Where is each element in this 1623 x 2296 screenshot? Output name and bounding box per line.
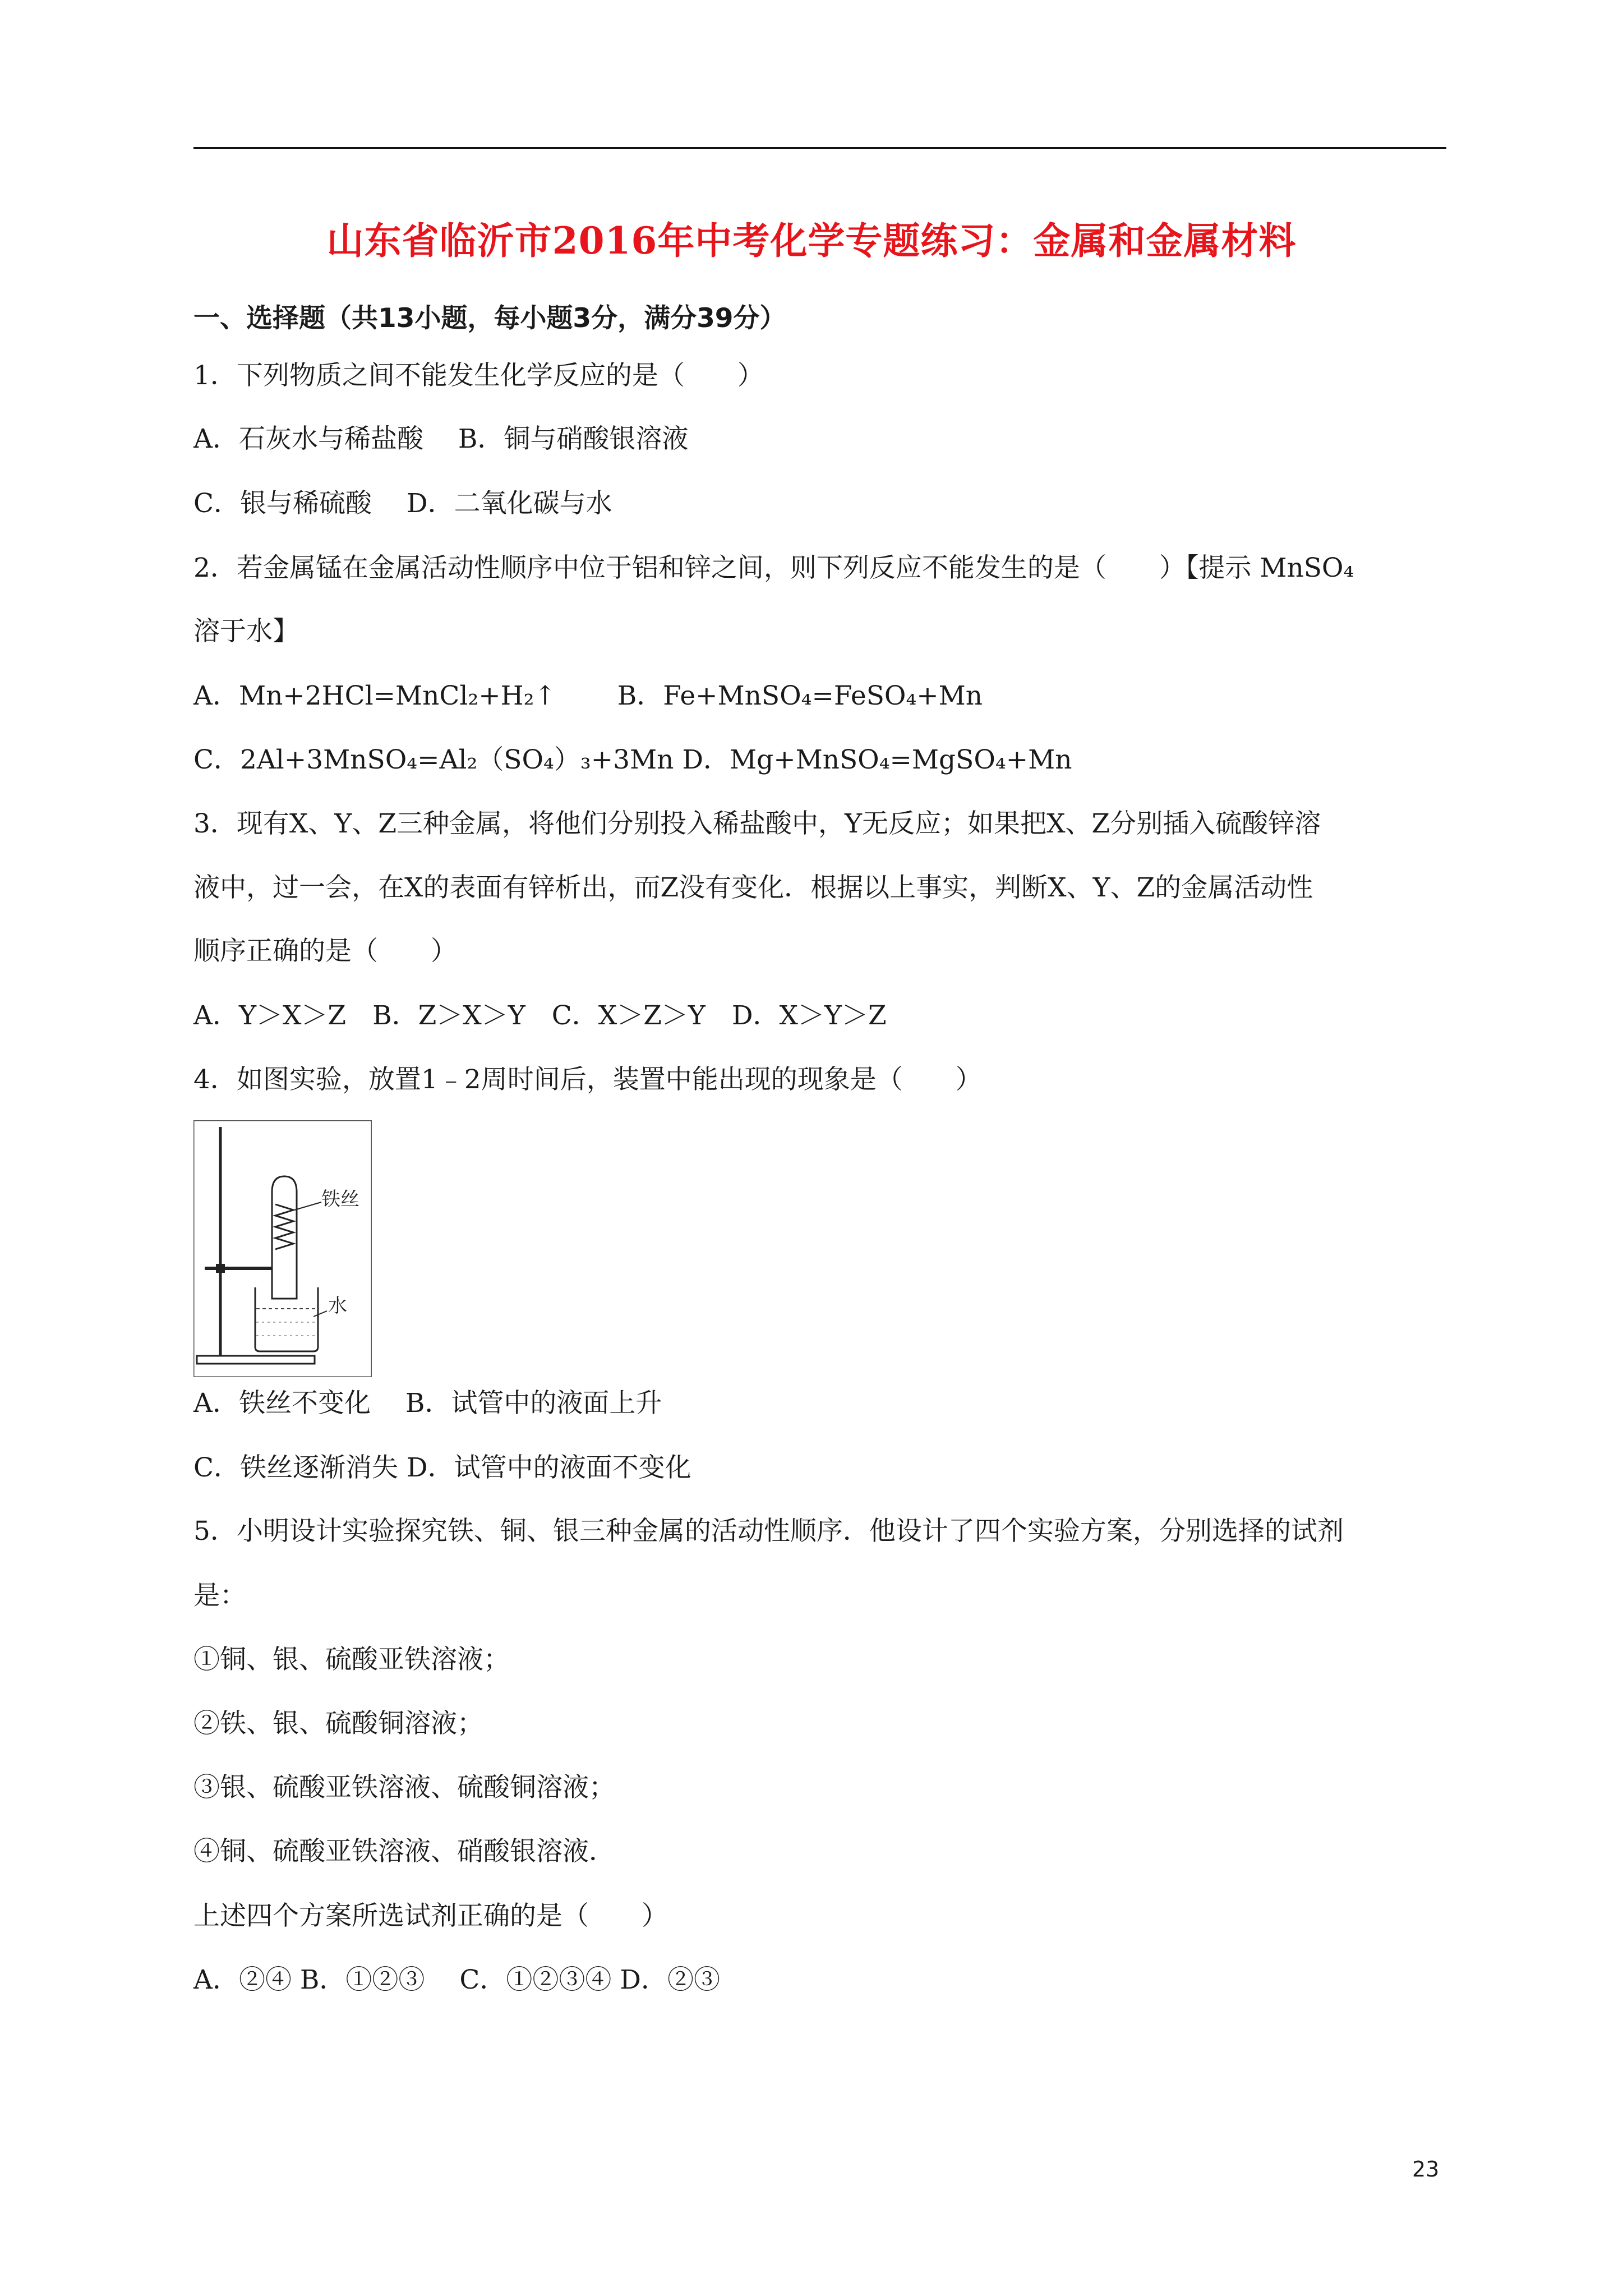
question-5-options: A．②④ B．①②③ C．①②③④ D．②③ xyxy=(193,1964,720,1995)
question-3-options: A．Y＞X＞Z B．Z＞X＞Y C．X＞Z＞Y D．X＞Y＞Z xyxy=(193,1000,887,1031)
experiment-figure xyxy=(193,1120,372,1377)
question-2-options-cd: C．2Al+3MnSO₄=Al₂（SO₄）₃+3Mn D．Mg+MnSO₄=MgSO₄+Mn xyxy=(193,744,1072,775)
question-3-stem: 3．现有X、Y、Z三种金属，将他们分别投入稀盐酸中，Y无反应；如果把X、Z分别插入硫酸锌溶 xyxy=(193,808,1321,839)
header-rule xyxy=(193,147,1446,149)
question-5-stem: 5．小明设计实验探究铁、铜、银三种金属的活动性顺序．他设计了四个实验方案，分别选择的试剂 xyxy=(193,1516,1344,1547)
question-5-plan-1: ①铜、银、硫酸亚铁溶液； xyxy=(193,1644,510,1675)
section-heading: 一、选择题（共13小题，每小题3分，满分39分） xyxy=(193,303,786,334)
question-5-stem-cont: 是： xyxy=(193,1580,246,1611)
water-label: 水 xyxy=(328,1295,347,1317)
question-1-options-cd: C．银与稀硫酸 D．二氧化碳与水 xyxy=(193,488,612,519)
question-2-stem-cont: 溶于水】 xyxy=(193,616,299,647)
question-2-stem: 2．若金属锰在金属活动性顺序中位于铝和锌之间，则下列反应不能发生的是（ ）【提示 MnSO₄ xyxy=(193,553,1354,583)
question-5-plan-2: ②铁、银、硫酸铜溶液； xyxy=(193,1708,483,1739)
question-4-stem: 4．如图实验，放置1﹣2周时间后，装置中能出现的现象是（ ） xyxy=(193,1064,982,1095)
question-4-options-cd: C．铁丝逐渐消失 D．试管中的液面不变化 xyxy=(193,1452,691,1483)
question-4-options-ab: A．铁丝不变化 B．试管中的液面上升 xyxy=(193,1388,662,1419)
question-1-stem: 1．下列物质之间不能发生化学反应的是（ ） xyxy=(193,360,764,391)
question-5-plan-3: ③银、硫酸亚铁溶液、硫酸铜溶液； xyxy=(193,1772,615,1803)
question-2-options-ab: A．Mn+2HCl=MnCl₂+H₂↑ B．Fe+MnSO₄=FeSO₄+Mn xyxy=(193,680,983,711)
page-number: 23 xyxy=(1412,2157,1440,2182)
iron-wire-test-tube-apparatus xyxy=(193,1120,372,1377)
question-3-stem-cont: 液中，过一会，在X的表面有锌析出，而Z没有变化．根据以上事实，判断X、Y、Z的金属活动性 xyxy=(193,872,1313,903)
question-1-options-ab: A．石灰水与稀盐酸 B．铜与硝酸银溶液 xyxy=(193,424,689,454)
question-3-stem-end: 顺序正确的是（ ） xyxy=(193,936,457,967)
question-5-prompt: 上述四个方案所选试剂正确的是（ ） xyxy=(193,1901,668,1931)
question-5-plan-4: ④铜、硫酸亚铁溶液、硝酸银溶液． xyxy=(193,1836,615,1867)
document-title: 山东省临沂市2016年中考化学专题练习：金属和金属材料 xyxy=(326,219,1297,263)
wire-label: 铁丝 xyxy=(321,1188,359,1211)
